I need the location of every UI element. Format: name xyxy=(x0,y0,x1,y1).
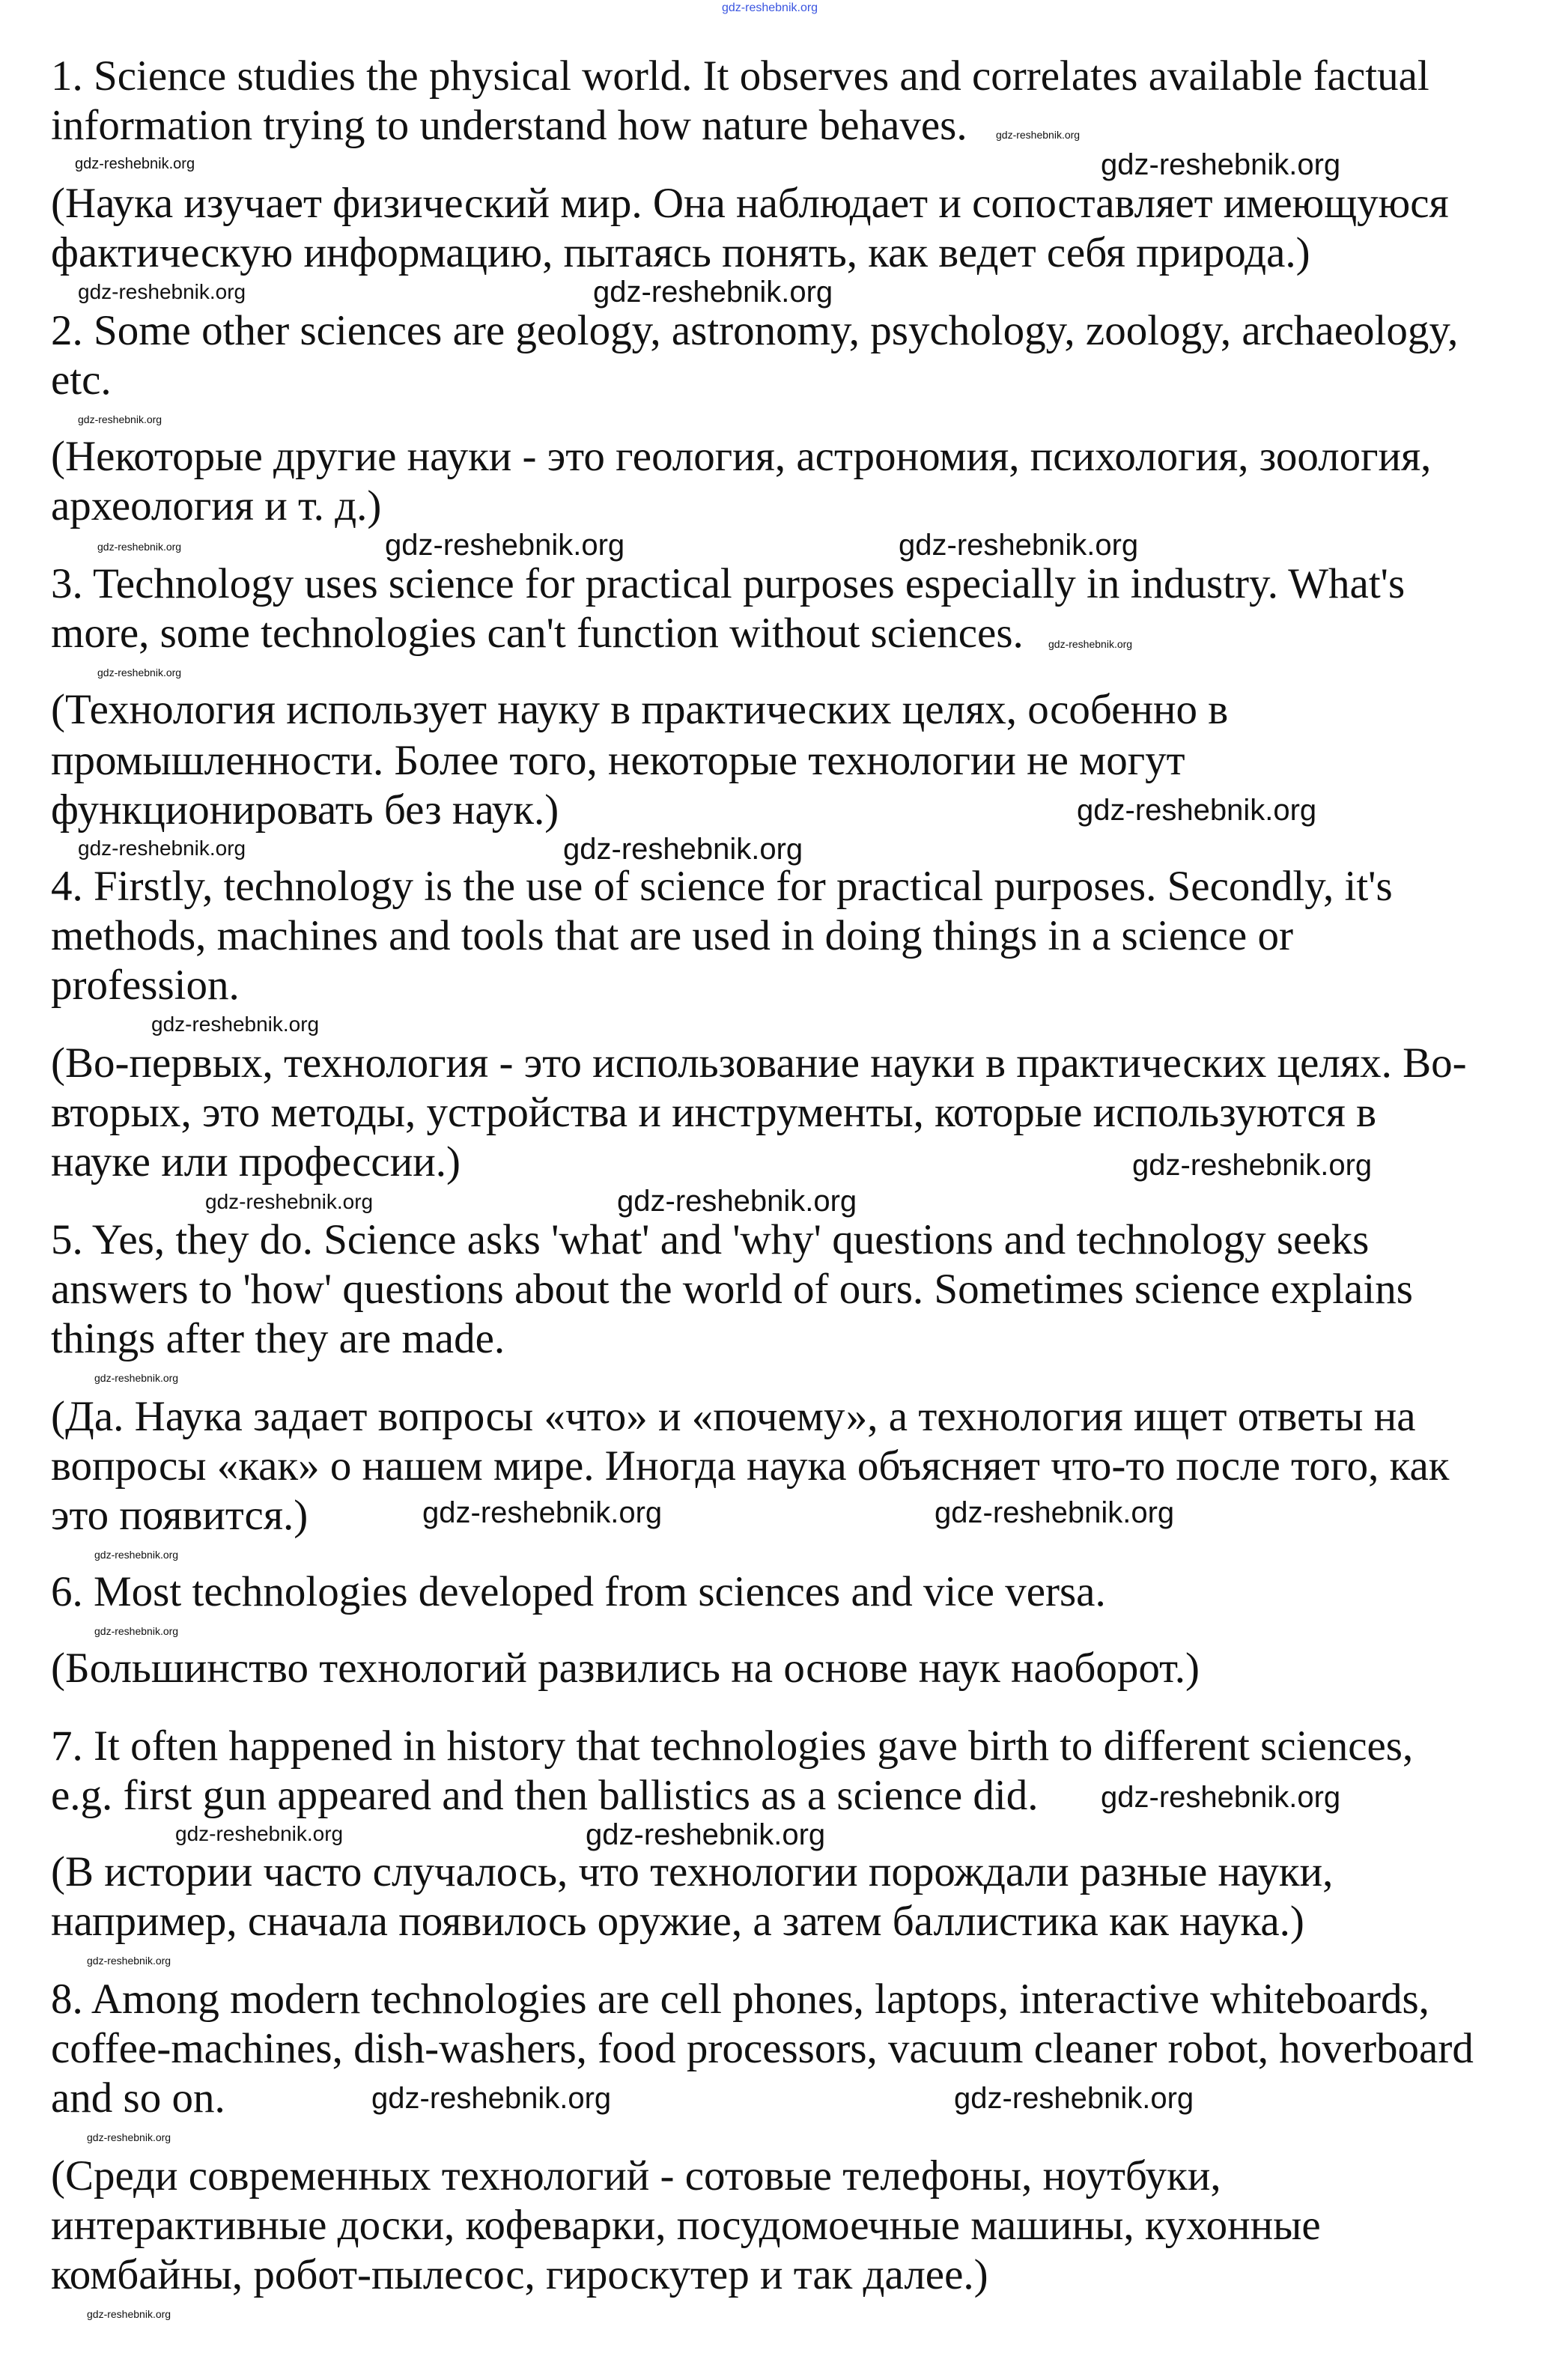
watermark: gdz-reshebnik.org xyxy=(1132,1149,1373,1182)
watermark: gdz-reshebnik.org xyxy=(422,1496,663,1529)
text-line: это появится.) xyxy=(51,1492,309,1539)
text-line: 6. Most technologies developed from sciences and vice versa. xyxy=(51,1568,1106,1615)
text-line: 8. Among modern technologies are cell phones, laptops, interactive whiteboards, xyxy=(51,1976,1429,2023)
watermark: gdz-reshebnik.org xyxy=(97,667,182,678)
text-line: 3. Technology uses science for practical purposes especially in industry. What's xyxy=(51,560,1406,607)
text-line: 4. Firstly, technology is the use of science for practical purposes. Secondly, it's xyxy=(51,863,1393,910)
text-line: e.g. first gun appeared and then ballistics as a science did. xyxy=(51,1772,1039,1819)
watermark: gdz-reshebnik.org xyxy=(78,413,162,425)
text-line: вторых, это методы, устройства и инструменты, которые используются в xyxy=(51,1089,1377,1136)
text-line: answers to 'how' questions about the world of ours. Sometimes science explains xyxy=(51,1266,1413,1313)
watermark: gdz-reshebnik.org xyxy=(996,129,1081,141)
text-line: функционировать без наук.) xyxy=(51,786,559,834)
watermark: gdz-reshebnik.org xyxy=(1048,638,1133,650)
text-line: комбайны, робот-пылесос, гироскутер и так далее.) xyxy=(51,2251,988,2298)
watermark: gdz-reshebnik.org xyxy=(151,1013,320,1036)
watermark: gdz-reshebnik.org xyxy=(97,541,182,553)
text-line: things after they are made. xyxy=(51,1315,505,1362)
text-line: интерактивные доски, кофеварки, посудомоечные машины, кухонные xyxy=(51,2202,1321,2249)
text-line: 7. It often happened in history that technologies gave birth to different sciences, xyxy=(51,1722,1414,1770)
text-line: науке или профессии.) xyxy=(51,1138,461,1185)
text-line: (Наука изучает физический мир. Она наблюдает и сопоставляет имеющуюся xyxy=(51,180,1449,227)
text-line: например, сначала появилось оружие, а затем баллистика как наука.) xyxy=(51,1898,1304,1945)
text-line: промышленности. Более того, некоторые технологии не могут xyxy=(51,737,1185,784)
watermark: gdz-reshebnik.org xyxy=(87,1955,171,1967)
text-line: information trying to understand how nature behaves. xyxy=(51,102,967,149)
text-line: фактическую информацию, пытаясь понять, как ведет себя природа.) xyxy=(51,229,1310,276)
watermark: gdz-reshebnik.org xyxy=(78,280,246,303)
text-line: 5. Yes, they do. Science asks 'what' and 'why' questions and technology seeks xyxy=(51,1216,1370,1263)
watermark: gdz-reshebnik.org xyxy=(385,529,625,562)
text-line: (Технология использует науку в практических целях, особенно в xyxy=(51,686,1229,733)
text-line: 1. Science studies the physical world. It observes and correlates available factual xyxy=(51,52,1429,100)
text-line: profession. xyxy=(51,962,240,1009)
text-line: (Некоторые другие науки - это геология, астрономия, психология, зоология, xyxy=(51,433,1432,480)
watermark: gdz-reshebnik.org xyxy=(371,2082,612,2115)
watermark: gdz-reshebnik.org xyxy=(935,1496,1175,1529)
text-line: (Да. Наука задает вопросы «что» и «почему», а технология ищет ответы на xyxy=(51,1393,1416,1440)
watermark: gdz-reshebnik.org xyxy=(94,1372,179,1384)
watermark: gdz-reshebnik.org xyxy=(94,1549,179,1561)
watermark: gdz-reshebnik.org xyxy=(722,1,818,14)
watermark: gdz-reshebnik.org xyxy=(1101,148,1341,181)
watermark: gdz-reshebnik.org xyxy=(87,2308,171,2320)
watermark: gdz-reshebnik.org xyxy=(954,2082,1194,2115)
text-line: (Среди современных технологий - сотовые телефоны, ноутбуки, xyxy=(51,2152,1221,2199)
watermark: gdz-reshebnik.org xyxy=(94,1625,179,1637)
watermark: gdz-reshebnik.org xyxy=(1101,1781,1341,1814)
watermark: gdz-reshebnik.org xyxy=(563,833,803,866)
watermark: gdz-reshebnik.org xyxy=(205,1190,374,1213)
watermark: gdz-reshebnik.org xyxy=(899,529,1139,562)
text-line: 2. Some other sciences are geology, astronomy, psychology, zoology, archaeology, xyxy=(51,307,1459,354)
watermark: gdz-reshebnik.org xyxy=(87,2131,171,2143)
text-line: etc. xyxy=(51,356,112,404)
text-line: and so on. xyxy=(51,2074,225,2122)
watermark: gdz-reshebnik.org xyxy=(593,276,833,309)
watermark: gdz-reshebnik.org xyxy=(175,1822,344,1845)
watermark: gdz-reshebnik.org xyxy=(586,1818,826,1851)
text-line: (В истории часто случалось, что технологии порождали разные науки, xyxy=(51,1848,1334,1895)
text-line: more, some technologies can't function without sciences. xyxy=(51,610,1024,657)
text-line: археология и т. д.) xyxy=(51,482,382,529)
text-line: (Во-первых, технология - это использование науки в практических целях. Во- xyxy=(51,1039,1467,1087)
text-line: methods, machines and tools that are used in doing things in a science or xyxy=(51,912,1293,959)
watermark: gdz-reshebnik.org xyxy=(1077,794,1317,827)
text-line: (Большинство технологий развились на основе наук наоборот.) xyxy=(51,1645,1200,1692)
text-line: coffee-machines, dish-washers, food processors, vacuum cleaner robot, hoverboard xyxy=(51,2025,1474,2072)
text-line: вопросы «как» о нашем мире. Иногда наука объясняет что-то после того, как xyxy=(51,1442,1450,1490)
watermark: gdz-reshebnik.org xyxy=(78,837,246,860)
watermark: gdz-reshebnik.org xyxy=(75,156,195,172)
watermark: gdz-reshebnik.org xyxy=(617,1185,857,1218)
